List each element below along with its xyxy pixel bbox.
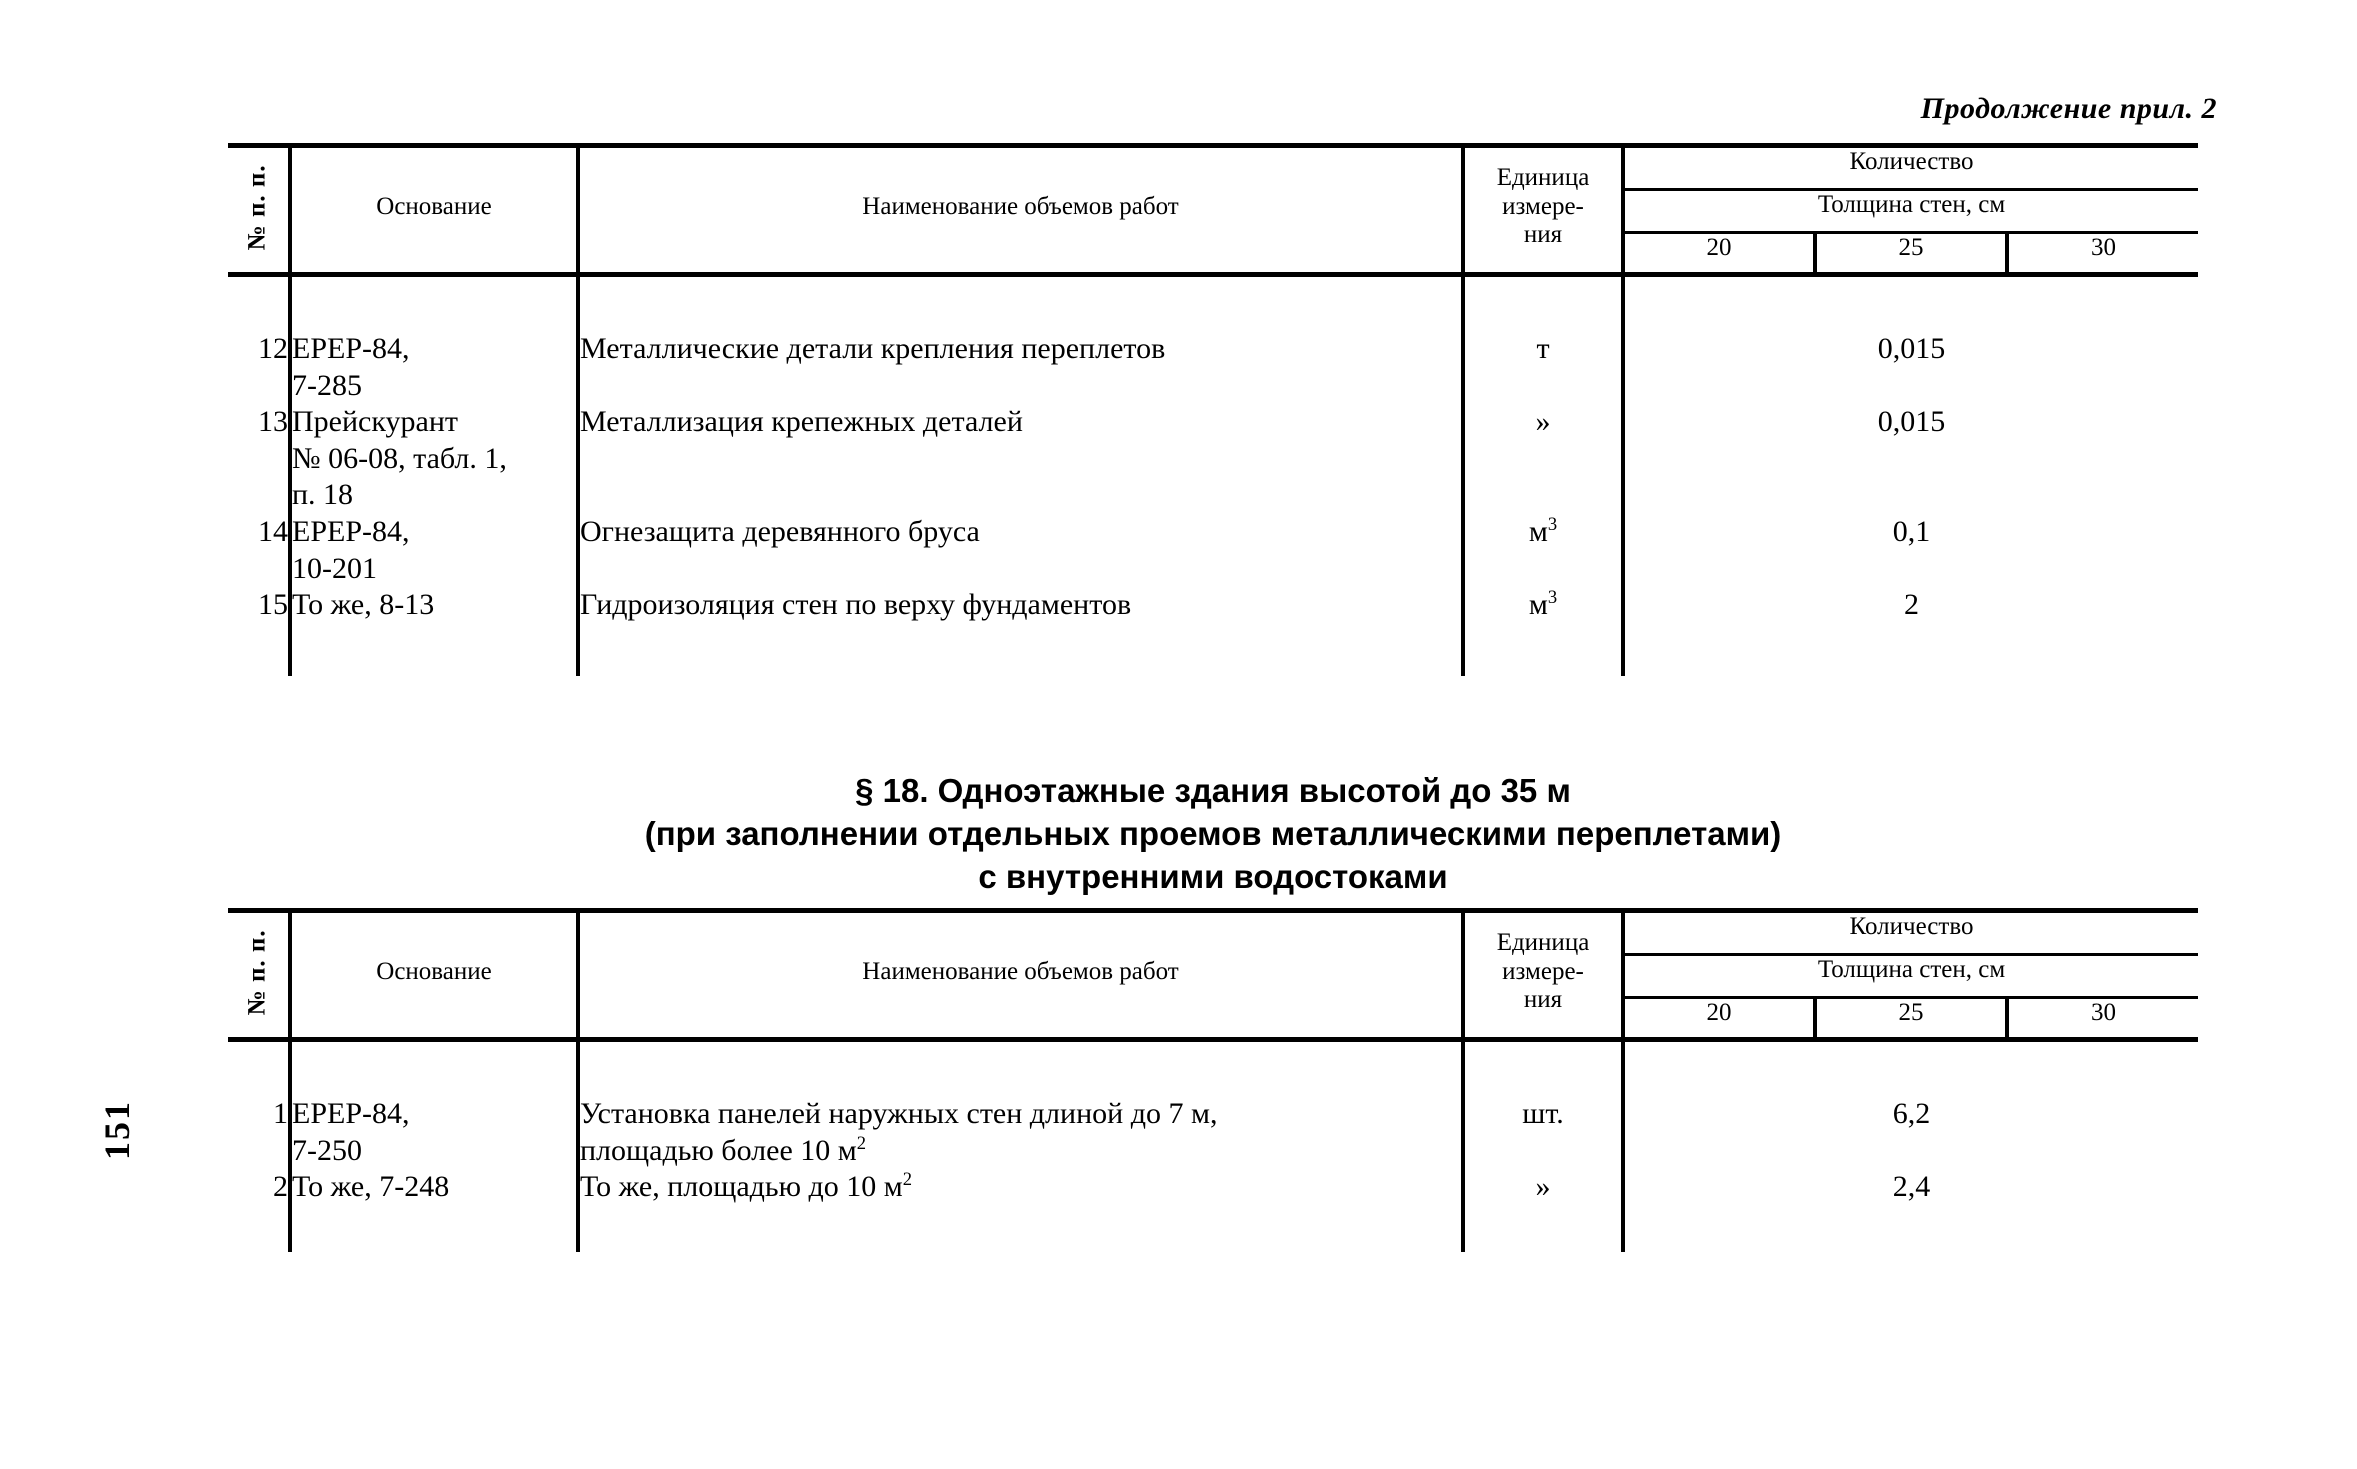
cell-number: 1 bbox=[273, 1097, 288, 1130]
column-header-number-label: № п. п. bbox=[243, 164, 271, 250]
bottom-spacer-cell-qty bbox=[1623, 624, 2198, 676]
table-1-body-spacer bbox=[228, 275, 2198, 332]
table-1-header bbox=[228, 146, 2198, 275]
cell-unit: шт. bbox=[1463, 1096, 1623, 1169]
table-1 bbox=[228, 143, 2198, 676]
table-row bbox=[228, 1096, 2198, 1169]
section-heading-line-2: (при заполнении отдельных проемов металлическими переплетами) bbox=[644, 814, 1782, 852]
cell-name: Гидроизоляция стен по верху фундаментов bbox=[578, 587, 1463, 624]
cell-basis-line1: Прейскурант bbox=[292, 405, 458, 439]
column-header-thickness-20: 20 bbox=[1623, 998, 1815, 1040]
bottom-spacer-cell-unit bbox=[1463, 1206, 1623, 1252]
table-2-bottom-spacer bbox=[228, 1206, 2198, 1252]
spacer-cell-qty bbox=[1623, 275, 2198, 332]
spacer-cell-name bbox=[578, 275, 1463, 332]
cell-unit: » bbox=[1463, 1169, 1623, 1206]
column-header-name-label: Наименование объемов работ bbox=[862, 192, 1179, 220]
cell-unit bbox=[1463, 587, 1623, 624]
cell-quantity: 0,015 bbox=[1623, 331, 2198, 404]
cell-basis-line1: То же, 7-248 bbox=[292, 1170, 450, 1204]
bottom-spacer-cell-qty bbox=[1623, 1206, 2198, 1252]
column-header-number bbox=[228, 911, 290, 1040]
table-row bbox=[228, 331, 2198, 404]
column-header-thickness-25: 25 bbox=[1815, 233, 2007, 275]
column-header-wall-thickness bbox=[1623, 955, 2198, 998]
column-header-thickness-30: 30 bbox=[2007, 998, 2198, 1040]
section-heading-line-3: с внутренними водостоками bbox=[978, 857, 1448, 895]
cell-name-line2: площадью более 10 $м^2$ bbox=[580, 1132, 867, 1167]
column-header-number-label: № п. п. bbox=[243, 929, 271, 1015]
spacer-cell-name bbox=[578, 1040, 1463, 1097]
cell-number: 2 bbox=[273, 1170, 288, 1204]
cell-quantity: 6,2 bbox=[1623, 1096, 2198, 1169]
column-header-name bbox=[578, 146, 1463, 275]
column-header-quantity-label: Количество bbox=[1849, 148, 1974, 175]
spacer-cell-num bbox=[228, 1040, 290, 1097]
column-header-quantity bbox=[1623, 146, 2198, 190]
table-2-header bbox=[228, 911, 2198, 1040]
cell-unit-value: $м^3$ bbox=[1528, 513, 1558, 548]
spacer-cell-unit bbox=[1463, 275, 1623, 332]
column-header-wall-thickness-label: Толщина стен, см bbox=[1817, 956, 2006, 983]
table-2 bbox=[228, 908, 2198, 1252]
column-header-name bbox=[578, 911, 1463, 1040]
column-header-thickness-20: 20 bbox=[1623, 233, 1815, 275]
column-header-unit bbox=[1463, 146, 1623, 275]
cell-basis bbox=[290, 331, 578, 404]
cell-number: 14 bbox=[258, 514, 288, 548]
bottom-spacer-cell-name bbox=[578, 624, 1463, 676]
bottom-spacer-cell-num bbox=[228, 624, 290, 676]
column-header-wall-thickness-label: Толщина стен, см bbox=[1817, 191, 2006, 218]
cell-unit-value: $м^3$ bbox=[1528, 587, 1558, 622]
column-header-unit bbox=[1463, 911, 1623, 1040]
cell-basis bbox=[290, 1169, 578, 1206]
cell-basis bbox=[290, 1096, 578, 1169]
spacer-cell-unit bbox=[1463, 1040, 1623, 1097]
cell-basis-line1: То же, 8-13 bbox=[292, 588, 435, 622]
column-header-unit-line1: Единица bbox=[1496, 163, 1590, 191]
cell-unit: » bbox=[1463, 404, 1623, 514]
cell-basis-line2: 7-285 bbox=[292, 368, 362, 402]
running-head: Продолжение прил. 2 bbox=[1920, 92, 2217, 125]
bottom-spacer-cell-basis bbox=[290, 1206, 578, 1252]
page-number: 151 bbox=[97, 1100, 137, 1160]
cell-basis bbox=[290, 404, 578, 514]
cell-name bbox=[578, 1169, 1463, 1206]
cell-name: Металлизация крепежных деталей bbox=[578, 404, 1463, 514]
column-header-unit-line1: Единица bbox=[1496, 928, 1590, 956]
table-2-container bbox=[228, 908, 2198, 1252]
cell-quantity: 2,4 bbox=[1623, 1169, 2198, 1206]
column-header-quantity-label: Количество bbox=[1849, 913, 1974, 940]
cell-name: Огнезащита деревянного бруса bbox=[578, 514, 1463, 587]
cell-quantity: 2 bbox=[1623, 587, 2198, 624]
column-header-basis-label: Основание bbox=[376, 957, 492, 985]
table-1-body bbox=[228, 275, 2198, 676]
column-header-unit-line2: измере- bbox=[1502, 957, 1584, 985]
column-header-quantity bbox=[1623, 911, 2198, 955]
cell-basis-line3: п. 18 bbox=[292, 478, 354, 512]
spacer-cell-qty bbox=[1623, 1040, 2198, 1097]
table-1-container bbox=[228, 143, 2198, 676]
table-header-row-top bbox=[228, 146, 2198, 190]
table-2-body-spacer bbox=[228, 1040, 2198, 1097]
table-1-bottom-spacer bbox=[228, 624, 2198, 676]
cell-basis-line2: 10-201 bbox=[292, 551, 377, 585]
cell-basis-line2: 7-250 bbox=[292, 1133, 362, 1167]
cell-basis-line1: ЕРЕР-84, bbox=[292, 1097, 410, 1130]
table-row bbox=[228, 404, 2198, 514]
cell-unit: т bbox=[1463, 331, 1623, 404]
cell-basis-line2: № 06-08, табл. 1, bbox=[292, 441, 507, 475]
column-header-unit-line2: измере- bbox=[1502, 192, 1584, 220]
column-header-basis bbox=[290, 146, 578, 275]
cell-basis bbox=[290, 514, 578, 587]
table-row bbox=[228, 1169, 2198, 1206]
cell-quantity: 0,1 bbox=[1623, 514, 2198, 587]
column-header-unit-line3: ния bbox=[1523, 986, 1563, 1014]
cell-unit bbox=[1463, 514, 1623, 587]
column-header-number bbox=[228, 146, 290, 275]
cell-name-line1: То же, площадью до 10 $м^2$ bbox=[580, 1169, 913, 1204]
cell-basis-line1: ЕРЕР-84, bbox=[292, 514, 410, 548]
cell-number: 15 bbox=[258, 588, 288, 622]
cell-quantity: 0,015 bbox=[1623, 404, 2198, 514]
cell-basis-line1: ЕРЕР-84, bbox=[292, 332, 410, 365]
column-header-thickness-30: 30 bbox=[2007, 233, 2198, 275]
bottom-spacer-cell-unit bbox=[1463, 624, 1623, 676]
table-row bbox=[228, 587, 2198, 624]
spacer-cell-num bbox=[228, 275, 290, 332]
column-header-basis-label: Основание bbox=[376, 192, 492, 220]
cell-name: Металлические детали крепления переплетов bbox=[578, 331, 1463, 404]
spacer-cell-basis bbox=[290, 275, 578, 332]
column-header-basis bbox=[290, 911, 578, 1040]
bottom-spacer-cell-num bbox=[228, 1206, 290, 1252]
cell-name bbox=[578, 1096, 1463, 1169]
column-header-thickness-25: 25 bbox=[1815, 998, 2007, 1040]
section-heading-line-1: § 18. Одноэтажные здания высотой до 35 м bbox=[855, 772, 1571, 809]
column-header-wall-thickness bbox=[1623, 190, 2198, 233]
cell-number: 13 bbox=[258, 405, 288, 439]
cell-number: 12 bbox=[258, 332, 288, 365]
cell-basis bbox=[290, 587, 578, 624]
spacer-cell-basis bbox=[290, 1040, 578, 1097]
column-header-unit-line3: ния bbox=[1523, 221, 1563, 249]
table-row bbox=[228, 514, 2198, 587]
table-2-body bbox=[228, 1040, 2198, 1252]
cell-name-line1: Установка панелей наружных стен длиной до 7 м, bbox=[580, 1097, 1218, 1130]
section-heading bbox=[228, 770, 2198, 899]
bottom-spacer-cell-basis bbox=[290, 624, 578, 676]
column-header-name-label: Наименование объемов работ bbox=[862, 957, 1179, 985]
table-header-row-top bbox=[228, 911, 2198, 955]
bottom-spacer-cell-name bbox=[578, 1206, 1463, 1252]
